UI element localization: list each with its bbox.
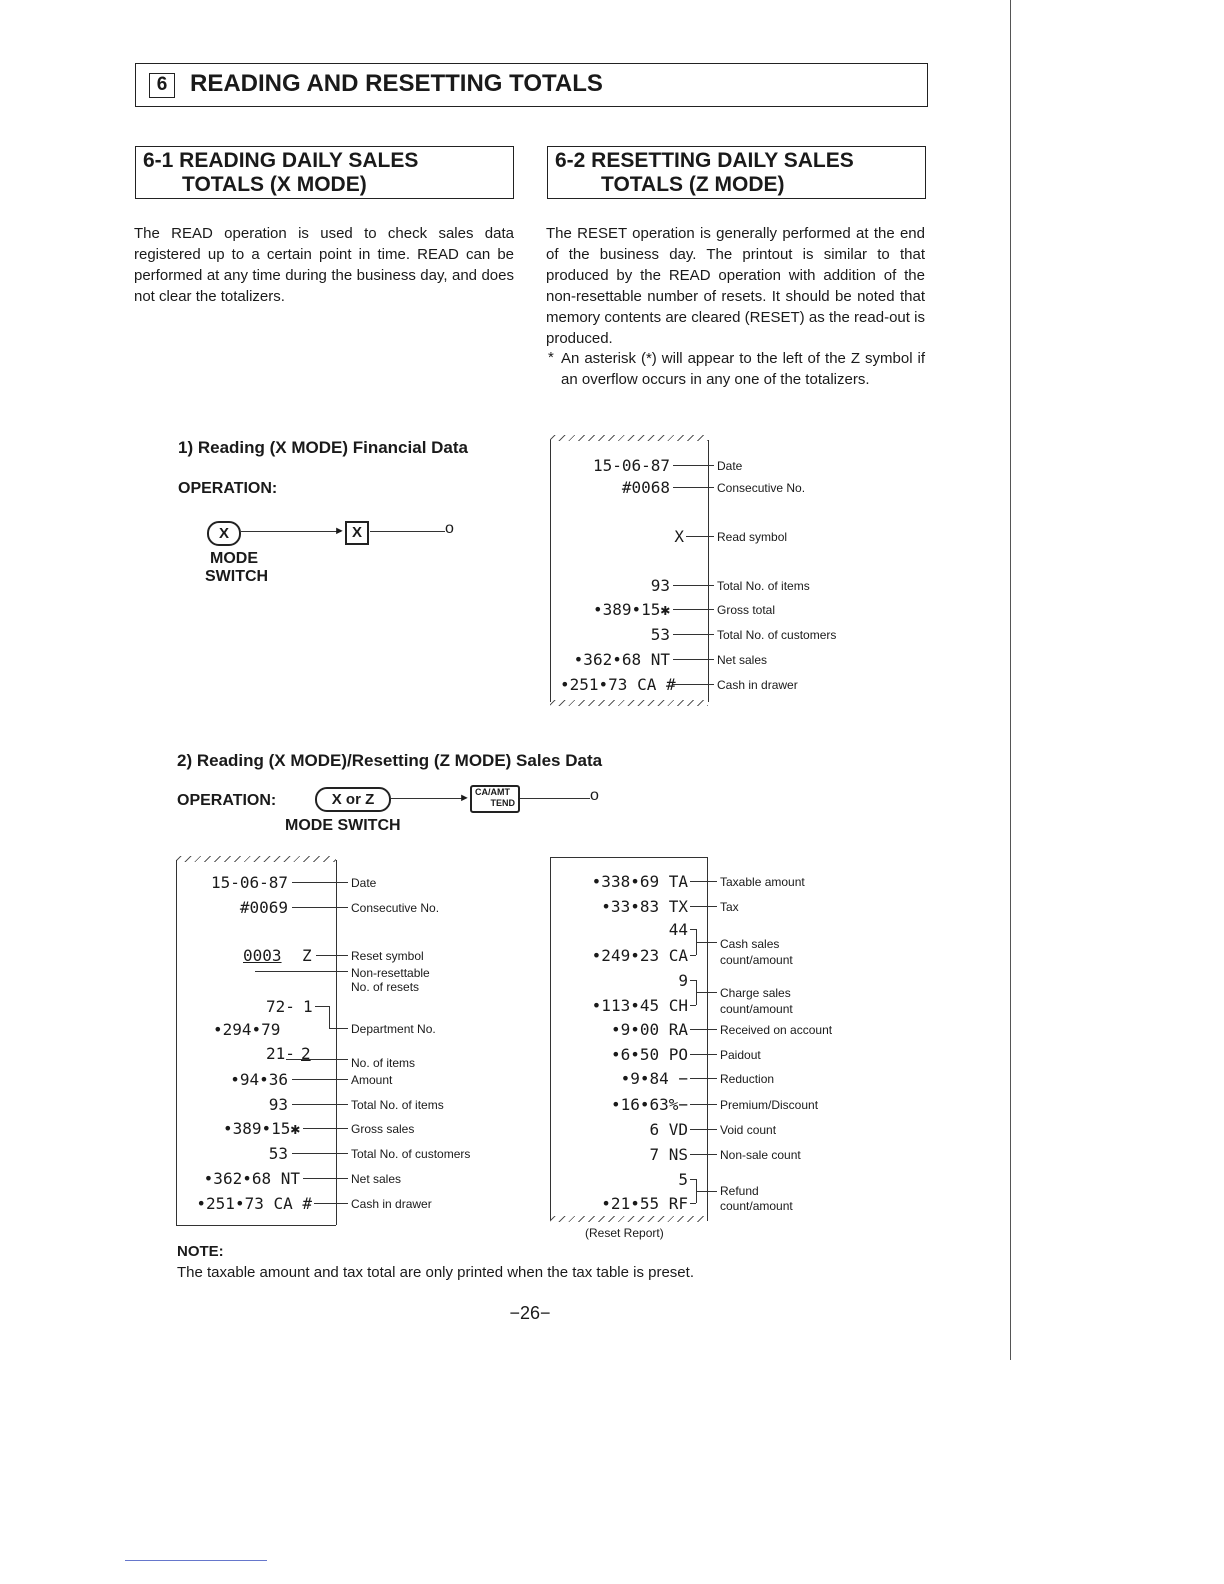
r1-value: 93 <box>650 576 670 595</box>
r1-label: Cash in drawer <box>717 678 798 692</box>
receipt1-right-edge <box>708 440 709 702</box>
sec62-title-line2: TOTALS (Z MODE) <box>601 173 785 196</box>
r2-gross: •389•15✱ <box>222 1119 300 1138</box>
receipt3-top-edge <box>550 857 707 858</box>
r2-date: 15-06-87 <box>210 873 288 892</box>
r3-ns: 7 NS <box>649 1145 688 1164</box>
r1-label: Date <box>717 459 743 473</box>
receipt3-bottom-edge <box>550 1216 707 1222</box>
r3-prem-leader <box>690 1104 717 1105</box>
ca-amt-tend-key[interactable] <box>470 785 520 813</box>
r2-cash: •251•73 CA # <box>196 1194 312 1213</box>
r3-po-label: Paidout <box>720 1048 761 1062</box>
r2-cash-leader <box>314 1203 348 1204</box>
part1-end-line <box>370 531 445 532</box>
r3-charge-amount: •113•45 CH <box>591 996 688 1015</box>
part1-mode-label: MODE <box>210 550 258 567</box>
r3-ns-label: Non-sale count <box>720 1148 801 1162</box>
sec62-note-star: * <box>548 349 554 366</box>
r3-red-label: Reduction <box>720 1072 775 1086</box>
sec61-title-line2: TOTALS (X MODE) <box>182 173 367 196</box>
part2-end-circle: o <box>590 787 599 804</box>
r2-nonreset-label1: Non-resettable <box>351 966 430 980</box>
r2-net-label: Net sales <box>351 1172 402 1186</box>
r2-dept: 72- <box>266 997 295 1016</box>
part2-arrow-head-icon: ► <box>459 792 470 804</box>
r3-ra-leader <box>690 1029 717 1030</box>
receipt2-bottom-edge <box>176 1225 336 1226</box>
r3-cash-count: 44 <box>668 920 688 939</box>
r3-tax-leader <box>690 906 717 907</box>
part2-title: 2) Reading (X MODE)/Resetting (Z MODE) Sales Data <box>177 751 603 770</box>
r3-cash-bracket-bottom <box>690 955 696 956</box>
r2-dept-leader <box>329 1028 348 1029</box>
note-text: The taxable amount and tax total are only printed when the tax table is preset. <box>177 1264 694 1281</box>
r2-gross-leader <box>303 1128 348 1129</box>
sec61-title-line1: 6-1 READING DAILY SALES <box>143 149 419 172</box>
receipt1-top-edge <box>550 435 708 441</box>
r3-refund-count: 5 <box>678 1170 688 1189</box>
r3-caption: (Reset Report) <box>585 1226 664 1240</box>
x-key[interactable]: X <box>345 521 369 545</box>
r2-customers: 53 <box>268 1144 288 1163</box>
r2-reset-label: Reset symbol <box>351 949 424 963</box>
r3-prem: •16•63%− <box>610 1095 688 1114</box>
r3-ns-leader <box>690 1154 717 1155</box>
r2-reset-symbol: Z <box>302 946 312 965</box>
r1-leader <box>673 659 714 660</box>
sec62-title-line1: 6-2 RESETTING DAILY SALES <box>555 149 854 172</box>
r2-gross-label: Gross sales <box>351 1122 415 1136</box>
r1-leader <box>673 684 714 685</box>
r3-refund-label2: count/amount <box>720 1199 793 1213</box>
r1-leader <box>673 634 714 635</box>
sec62-body: The RESET operation is generally performed at the end of the business day. The printout is similar to that produced by the READ operation with addition of the non-resettable number of resets. It should be noted that memory contents are cleared (RESET) as the read-out is produced. <box>546 225 925 347</box>
r3-refund-bracket-bottom <box>690 1203 696 1204</box>
r1-label: Read symbol <box>717 530 788 544</box>
r3-po: •6•50 PO <box>610 1045 688 1064</box>
r3-cash-leader <box>696 942 717 943</box>
r2-total-items: 93 <box>268 1095 288 1114</box>
r2-dept-amount: •294•79 <box>213 1020 281 1039</box>
r3-void-label: Void count <box>720 1123 777 1137</box>
r1-label: Gross total <box>717 603 776 617</box>
r1-label: Consecutive No. <box>717 481 806 495</box>
r1-value: •362•68 NT <box>573 650 670 669</box>
receipt2-right-edge <box>336 860 337 1225</box>
mode-switch-xz-key[interactable]: X or Z <box>315 787 391 812</box>
r2-dept-label: Department No. <box>351 1022 436 1036</box>
r2-reset-count: 0003 <box>243 946 282 965</box>
part2-arrow-line <box>391 798 465 799</box>
key-bottom-label: TEND <box>490 798 515 808</box>
receipt3-right-edge <box>707 857 708 1221</box>
r1-value: 15-06-87 <box>592 456 670 475</box>
r1-value: #0068 <box>621 478 670 497</box>
key-top-label: CA/AMT <box>475 787 510 797</box>
r3-taxable-label: Taxable amount <box>720 875 805 889</box>
part1-end-circle: o <box>445 520 454 537</box>
r2-items-label: No. of items <box>351 1056 416 1070</box>
r2-amount-leader <box>292 1079 348 1080</box>
part1-arrow-line <box>241 531 341 532</box>
r1-leader <box>686 536 714 537</box>
page-title: READING AND RESETTING TOTALS <box>190 70 603 97</box>
r1-value: •389•15✱ <box>592 600 670 619</box>
part1-arrow-head-icon: ► <box>334 525 345 537</box>
part2-end-line <box>520 798 590 799</box>
r1-label: Total No. of customers <box>717 628 837 642</box>
r3-cash-label2: count/amount <box>720 953 793 967</box>
receipt1-bottom-edge <box>550 700 708 706</box>
r3-cash-amount: •249•23 CA <box>591 946 688 965</box>
r3-refund-label1: Refund <box>720 1184 759 1198</box>
part1-title: 1) Reading (X MODE) Financial Data <box>178 438 468 457</box>
r1-leader <box>673 585 714 586</box>
r1-leader <box>673 609 714 610</box>
r2-cash-label: Cash in drawer <box>351 1197 432 1211</box>
r3-cash-label1: Cash sales <box>720 937 780 951</box>
r2-date-leader <box>292 882 348 883</box>
sec61-body: The READ operation is used to check sales data registered up to a certain point in time. READ can be performed at any time during the business day, and does not clear the totalizers. <box>134 225 514 305</box>
mode-switch-x-key[interactable]: X <box>207 521 241 546</box>
r2-items-leader <box>286 1059 348 1060</box>
scan-edge-line <box>1010 0 1011 1360</box>
r2-items-count: 2 <box>301 1044 311 1063</box>
r2-reset-leader <box>316 955 348 956</box>
r1-value: •251•73 CA # <box>560 675 676 694</box>
r3-charge-bracket-bottom <box>690 1005 696 1006</box>
part2-mode-label: MODE SWITCH <box>285 817 401 834</box>
r2-amount-label: Amount <box>351 1073 393 1087</box>
r3-charge-label2: count/amount <box>720 1002 793 1016</box>
part2-operation-label: OPERATION: <box>177 792 277 809</box>
r3-po-leader <box>690 1054 717 1055</box>
r3-tax: •33•83 TX <box>601 897 688 916</box>
receipt2-left-edge <box>176 860 177 1225</box>
r3-void-leader <box>690 1129 717 1130</box>
sec62-note: An asterisk (*) will appear to the left of the Z symbol if an overflow occurs in any one of the totalizers. <box>561 350 925 388</box>
r2-nonreset-leader <box>255 971 348 972</box>
r3-refund-amount: •21•55 RF <box>601 1194 688 1213</box>
r3-tax-label: Tax <box>720 900 739 914</box>
receipt1-left-edge <box>550 440 551 702</box>
r2-dept-no: 1 <box>303 997 313 1016</box>
footer-rule <box>125 1560 267 1561</box>
r2-consec-label: Consecutive No. <box>351 901 440 915</box>
receipt2-top-edge <box>176 856 336 862</box>
r3-red-leader <box>690 1078 717 1079</box>
r2-customers-label: Total No. of customers <box>351 1147 471 1161</box>
r3-prem-label: Premium/Discount <box>720 1098 819 1112</box>
part1-switch-label: SWITCH <box>205 568 269 585</box>
r3-ra: •9•00 RA <box>610 1020 688 1039</box>
r1-leader <box>673 487 714 488</box>
r3-red: •9•84 − <box>620 1069 688 1088</box>
r3-void: 6 VD <box>649 1120 688 1139</box>
r3-charge-label1: Charge sales <box>720 986 791 1000</box>
receipt3-left-edge <box>550 857 551 1221</box>
r2-consec-leader <box>292 907 348 908</box>
r1-label: Total No. of items <box>717 579 810 593</box>
r2-total-items-label: Total No. of items <box>351 1098 444 1112</box>
r1-value: 53 <box>650 625 670 644</box>
r3-taxable: •338•69 TA <box>591 872 688 891</box>
r2-nonreset-label2: No. of resets <box>351 980 420 994</box>
r2-items-prefix: 21- <box>266 1044 295 1063</box>
part1-operation-label: OPERATION: <box>178 480 278 497</box>
r2-amount: •94•36 <box>230 1070 288 1089</box>
r1-leader <box>673 465 714 466</box>
r3-charge-count: 9 <box>678 971 688 990</box>
section-number: 6 <box>156 74 168 95</box>
r2-net: •362•68 NT <box>203 1169 300 1188</box>
page-number: −26− <box>509 1303 551 1323</box>
note-title: NOTE: <box>177 1243 224 1260</box>
r1-label: Net sales <box>717 653 768 667</box>
r3-ra-label: Received on account <box>720 1023 833 1037</box>
r2-dept-bracket-side <box>329 1006 330 1028</box>
r3-charge-leader <box>696 992 717 993</box>
r2-date-label: Date <box>351 876 377 890</box>
r2-customers-leader <box>292 1153 348 1154</box>
r2-net-leader <box>303 1178 348 1179</box>
r2-consec: #0069 <box>239 898 288 917</box>
r2-dept-bracket-top <box>315 1006 329 1007</box>
r3-taxable-leader <box>690 881 717 882</box>
r2-total-items-leader <box>292 1104 348 1105</box>
r3-refund-leader <box>696 1191 717 1192</box>
r1-value: X <box>674 527 684 546</box>
